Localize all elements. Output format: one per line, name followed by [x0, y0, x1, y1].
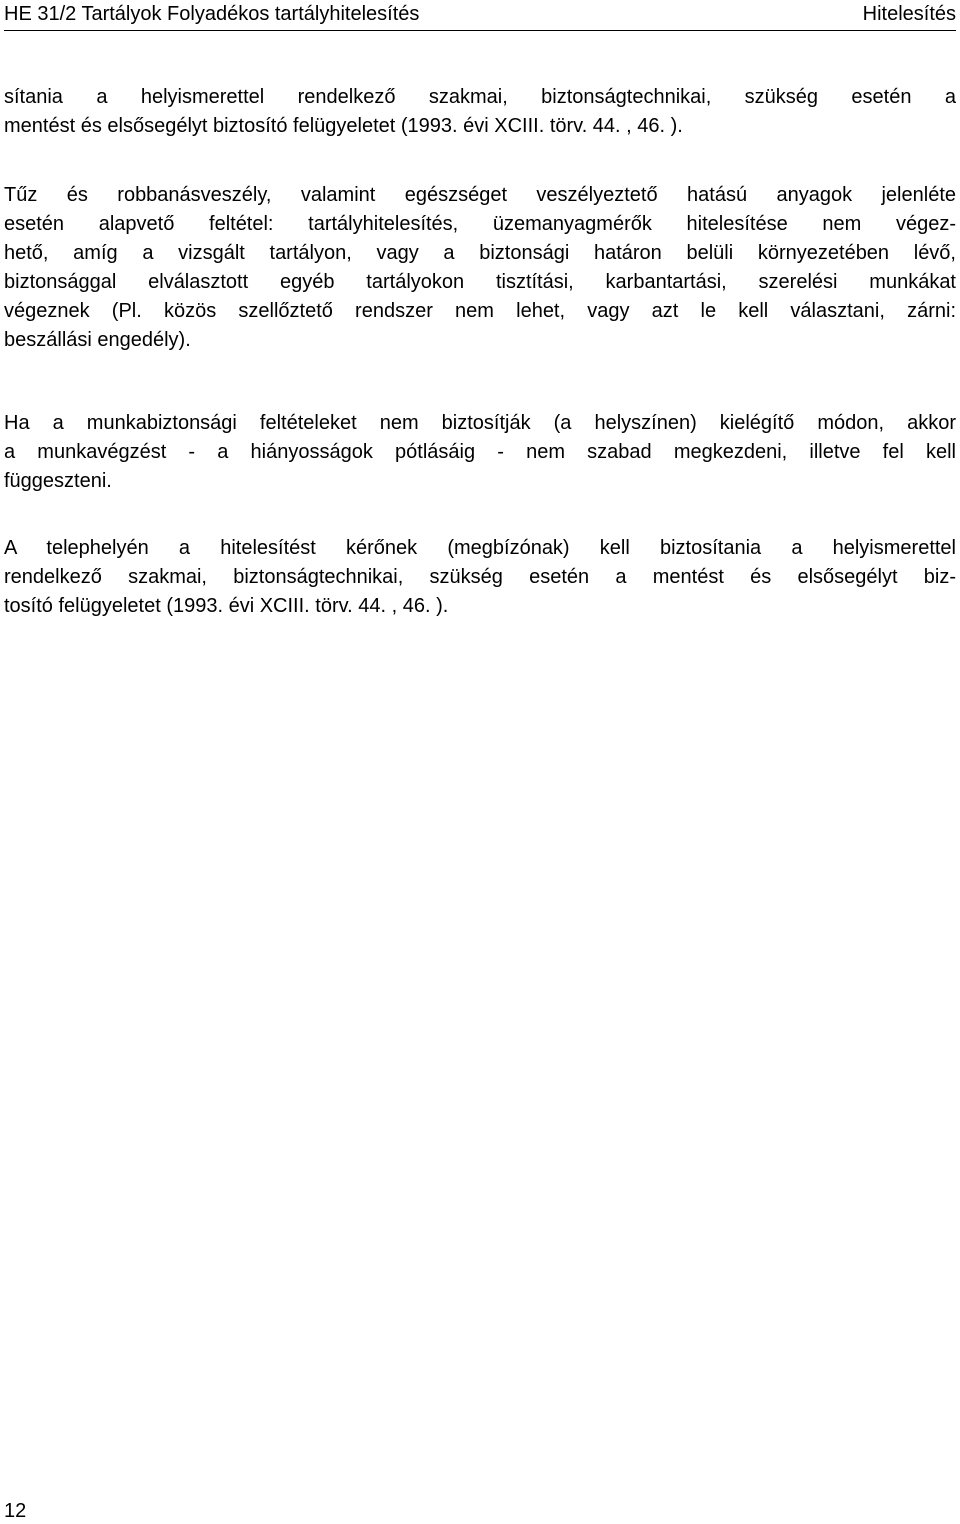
page-header [4, 0, 956, 31]
paragraph-line: biztonsággal elválasztott egyéb tartályokon tisztítási, karbantartási, szerelési munkákat [4, 271, 956, 293]
page-number: 12 [4, 1500, 27, 1522]
document-title: HE 31/2 Tartályok Folyadékos tartályhitelesítés [4, 3, 420, 25]
paragraph-line: sítania a helyismerettel rendelkező szakmai, biztonságtechnikai, szükség esetén a [4, 86, 956, 108]
paragraph-line: hető, amíg a vizsgált tartályon, vagy a biztonsági határon belüli környezetében lévő, [4, 242, 956, 264]
paragraph-line: beszállási engedély). [4, 329, 191, 351]
paragraph-line: mentést és elsősegélyt biztosító felügyeletet (1993. évi XCIII. törv. 44. , 46. ). [4, 115, 683, 137]
paragraph-line: A telephelyén a hitelesítést kérőnek (megbízónak) kell biztosítania a helyismerettel [4, 537, 956, 559]
paragraph-1 [4, 83, 956, 141]
section-title: Hitelesítés [862, 3, 956, 25]
paragraph-line: végeznek (Pl. közös szellőztető rendszer nem lehet, vagy azt le kell választani, zárni: [4, 300, 956, 322]
paragraph-line: Tűz és robbanásveszély, valamint egészséget veszélyeztető hatású anyagok jelenléte [4, 184, 956, 206]
paragraph-3 [4, 409, 956, 496]
paragraph-line: a munkavégzést - a hiányosságok pótlásáig - nem szabad megkezdeni, illetve fel kell [4, 441, 956, 463]
paragraph-line: függeszteni. [4, 470, 112, 492]
paragraph-4 [4, 534, 956, 621]
paragraph-line: esetén alapvető feltétel: tartályhitelesítés, üzemanyagmérők hitelesítése nem végez- [4, 213, 956, 235]
paragraph-line: tosító felügyeletet (1993. évi XCIII. törv. 44. , 46. ). [4, 595, 449, 617]
paragraph-2 [4, 181, 956, 355]
paragraph-line: Ha a munkabiztonsági feltételeket nem biztosítják (a helyszínen) kielégítő módon, akkor [4, 412, 956, 434]
paragraph-line: rendelkező szakmai, biztonságtechnikai, szükség esetén a mentést és elsősegélyt biz- [4, 566, 956, 588]
